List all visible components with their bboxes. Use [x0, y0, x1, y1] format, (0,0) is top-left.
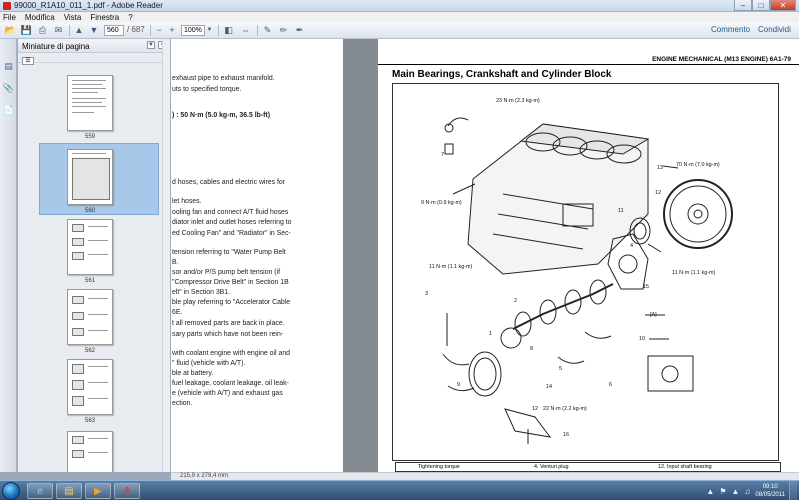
thumbnail-page-number: 563: [84, 418, 95, 424]
thumbnail-options-icon[interactable]: ☰: [22, 57, 34, 65]
part-number: 5: [559, 366, 562, 372]
panel-options-icon[interactable]: ▼: [148, 42, 154, 48]
thumbnails-panel-title: Miniature di pagina: [22, 42, 90, 51]
body-text: ble at battery.: [172, 370, 214, 377]
media-player-icon[interactable]: ▶: [85, 483, 111, 499]
zoom-level-select[interactable]: 100%: [181, 25, 205, 36]
toolbar-separator: [69, 25, 70, 36]
section-title: Main Bearings, Crankshaft and Cylinder Block: [392, 69, 612, 80]
system-tray: [706, 481, 797, 500]
zoom-in-icon[interactable]: +: [169, 25, 175, 35]
status-bar: [171, 472, 799, 480]
save-icon[interactable]: 💾: [20, 24, 33, 35]
fit-width-icon[interactable]: ⇔: [241, 25, 250, 35]
menu-file[interactable]: File: [3, 12, 16, 22]
page-header: ENGINE MECHANICAL (M13 ENGINE) 6A1-79: [652, 56, 791, 63]
menu-edit[interactable]: Modifica: [24, 12, 55, 22]
part-number: 1: [489, 331, 492, 337]
body-text: elt" in Section 3B1.: [172, 289, 230, 296]
tray-expand-icon[interactable]: ▲: [706, 486, 715, 496]
comment-icon[interactable]: ✎: [263, 24, 272, 35]
close-button[interactable]: ✕: [770, 0, 796, 11]
sign-icon[interactable]: ✒: [295, 24, 304, 35]
share-panel-button[interactable]: Condividi: [758, 25, 791, 34]
toolbar-separator: [257, 25, 258, 36]
part-number: 11: [618, 208, 624, 214]
header-rule: [378, 64, 799, 65]
chevron-down-icon[interactable]: ▼: [206, 27, 213, 33]
part-number: 9: [457, 382, 460, 388]
thumbnail-page-number: 559: [84, 134, 95, 140]
thumbnail-page-number: 560: [84, 208, 95, 214]
start-button[interactable]: [2, 482, 20, 500]
thumbnail-page-image: [67, 75, 113, 131]
print-icon[interactable]: ⎙: [38, 24, 47, 35]
minimize-button[interactable]: –: [734, 0, 752, 11]
previous-page-icon[interactable]: ▲: [74, 25, 84, 35]
menu-window[interactable]: Finestra: [90, 12, 120, 22]
legend-cell: Tightening torque: [418, 464, 460, 470]
document-page-left: [171, 39, 343, 472]
menu-help[interactable]: ?: [128, 12, 133, 22]
part-number: 12: [655, 190, 661, 196]
thumbnails-panel: [18, 39, 170, 472]
part-number: 8: [530, 346, 533, 352]
body-text: ection.: [172, 400, 193, 407]
body-text: " fluid (vehicle with A/T).: [172, 360, 246, 367]
torque-callout: 9 N·m (0.9 kg-m): [421, 200, 462, 206]
clock-date: 08/05/2011: [755, 492, 785, 498]
page-total: / 687: [127, 25, 145, 34]
show-desktop-button[interactable]: [789, 481, 797, 500]
exploded-view-diagram: [392, 83, 779, 461]
navigation-pane-strip: [0, 39, 17, 472]
body-text: sary parts which have not been rein-: [172, 331, 284, 338]
body-text: let hoses.: [172, 198, 202, 205]
torque-spec-text: ) : 50 N·m (5.0 kg-m, 36.5 lb-ft): [172, 112, 271, 119]
part-number: 14: [546, 384, 552, 390]
next-page-icon[interactable]: ▼: [89, 25, 99, 35]
part-number: 12: [532, 406, 538, 412]
attachment-icon[interactable]: 📎: [2, 83, 15, 93]
volume-icon[interactable]: ♫: [744, 486, 751, 496]
part-number: 15: [643, 284, 649, 290]
torque-callout: 70 N·m (7.0 kg-m): [676, 162, 720, 168]
body-text: fuel leakage, coolant leakage, oil leak-: [172, 380, 289, 387]
torque-callout: 22 N·m (2.2 kg-m): [543, 406, 587, 412]
torque-callout: 11 N·m (1.1 kg-m): [429, 264, 473, 270]
page-dimensions: 215,9 x 279,4 mm: [180, 473, 229, 479]
folder-icon[interactable]: ▤: [56, 483, 82, 499]
thumbnail-page-image: [67, 219, 113, 275]
maximize-button[interactable]: □: [752, 0, 770, 11]
thumbnails-scrollbar[interactable]: [162, 39, 170, 472]
document-icon[interactable]: 📄: [2, 105, 15, 115]
torque-callout: 23 N·m (2.3 kg-m): [496, 98, 540, 104]
thumbnails-toolbar: [18, 53, 169, 63]
page-number-input[interactable]: 560: [104, 25, 124, 36]
page-thumbnails-icon[interactable]: ▤: [4, 61, 13, 71]
body-text: d hoses, cables and electric wires for: [172, 179, 285, 186]
torque-callout: 11 N·m (1.1 kg-m): [672, 270, 716, 276]
clock-time: 09:10: [762, 484, 778, 490]
legend-cell: 12. Input shaft bearing: [658, 464, 712, 470]
engine-block-drawing: [393, 84, 778, 460]
body-text: e (vehicle with A/T) and exhaust gas: [172, 390, 283, 397]
windows-taskbar: [0, 480, 799, 500]
toolbar-separator: [150, 25, 151, 36]
part-number: 10: [639, 336, 645, 342]
body-text: with coolant engine with engine oil and: [172, 350, 290, 357]
document-page-right: [378, 39, 799, 472]
thumbnail-page-number: 562: [84, 348, 95, 354]
part-number: 7: [441, 152, 444, 158]
body-text: "Compressor Drive Belt" in Section 1B: [172, 279, 289, 286]
system-clock[interactable]: [755, 483, 785, 499]
body-text: 6E.: [172, 309, 183, 316]
window-controls: [734, 0, 796, 11]
flag-icon[interactable]: ⚑: [719, 486, 727, 496]
thumbnail-page-image: [67, 289, 113, 345]
part-number: 6: [609, 382, 612, 388]
thumbnails-panel-header: [18, 39, 169, 53]
body-text: sor and/or P/S pump belt tension (if: [172, 269, 281, 276]
adobe-reader-task-icon[interactable]: A: [114, 483, 140, 499]
thumbnail-page-image: [67, 359, 113, 415]
part-number: 3: [425, 291, 428, 297]
window-titlebar: [0, 0, 799, 12]
view-label: [A]: [650, 312, 657, 318]
network-icon[interactable]: ▲: [731, 486, 740, 496]
body-text: ooling fan and connect A/T fluid hoses: [172, 209, 289, 216]
body-text: tension referring to "Water Pump Belt: [172, 249, 286, 256]
legend-cell: 4. Venturi plug: [534, 464, 569, 470]
toolbar-separator: [218, 25, 219, 36]
adobe-reader-icon: [3, 2, 11, 10]
body-text: ed Cooling Fan" and "Radiator" in Sec-: [172, 230, 291, 237]
main-toolbar: [0, 22, 799, 39]
body-text: B.: [172, 259, 179, 266]
part-number: 13: [657, 165, 663, 171]
body-text: ble play referring to "Accelerator Cable: [172, 299, 291, 306]
body-text: t all removed parts are back in place.: [172, 320, 285, 327]
open-folder-icon[interactable]: 📂: [4, 24, 17, 35]
comment-panel-button[interactable]: Commento: [711, 25, 751, 34]
part-number: 16: [563, 432, 569, 438]
menu-view[interactable]: Vista: [63, 12, 82, 22]
document-viewport[interactable]: [171, 39, 799, 472]
body-text: exhaust pipe to exhaust manifold.: [172, 75, 275, 82]
thumbnail-page-image: [67, 431, 113, 472]
zoom-out-icon[interactable]: −: [156, 25, 162, 35]
part-number: 2: [514, 298, 517, 304]
part-number: 4: [630, 243, 633, 249]
thumbnail-page-number: 561: [84, 278, 95, 284]
email-icon[interactable]: ✉: [54, 24, 63, 35]
body-text: uts to specified torque.: [172, 86, 242, 93]
menu-bar: [0, 12, 799, 22]
legend-table: [395, 462, 781, 472]
highlight-icon[interactable]: ✏: [279, 24, 288, 35]
internet-explorer-icon[interactable]: e: [27, 483, 53, 499]
fit-page-icon[interactable]: ◧: [224, 24, 233, 35]
body-text: diator inlet and outlet hoses referring to: [172, 219, 292, 226]
thumbnail-page-image: [67, 149, 113, 205]
window-title: 99000_R1A10_011_1.pdf - Adobe Reader: [14, 1, 163, 10]
